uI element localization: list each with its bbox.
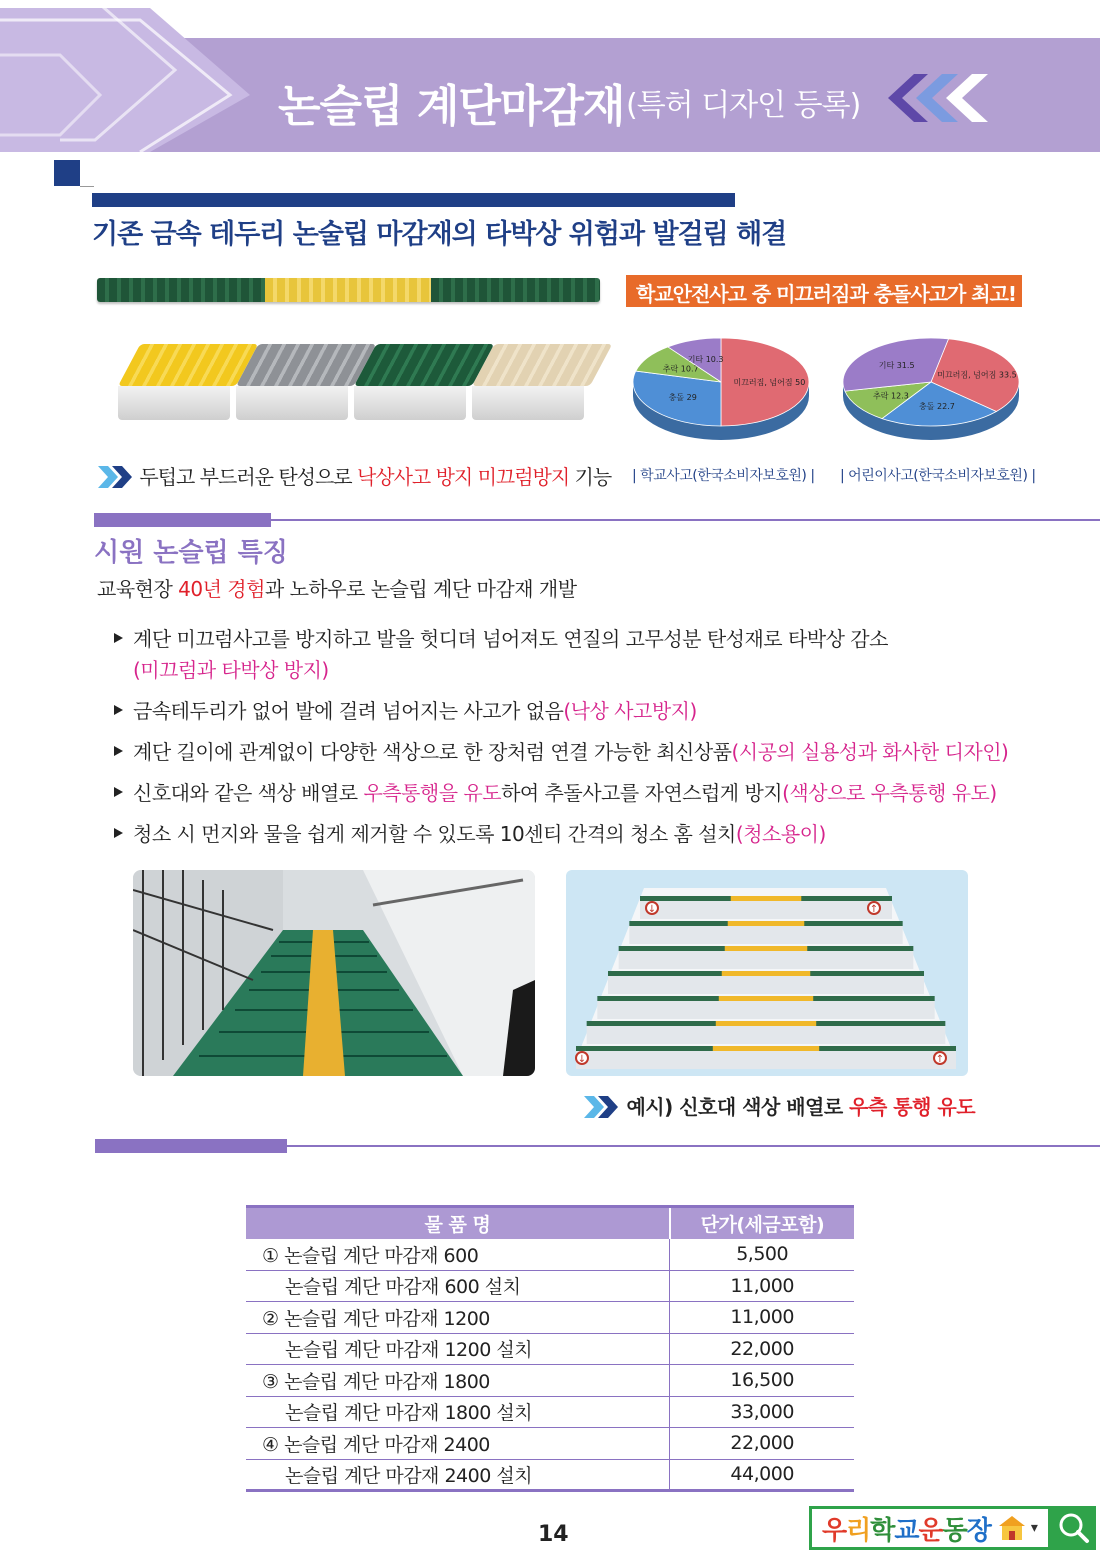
svg-text:↓: ↓ [577,1054,587,1065]
example-caption: 예시) 신호대 색상 배열로 우측 통행 유도 [584,1091,975,1120]
sample-yellow-image [118,344,236,424]
search-char: 우 [822,1515,847,1546]
item-name: 논슬립 계단 마감재 1200 설치 [246,1333,670,1365]
stairs-illustration [566,870,968,1076]
bullet-triangle-icon [114,787,123,797]
section1-title: 기존 금속 테두리 논술립 마감재의 타박상 위험과 발걸림 해결 [92,219,787,250]
search-char: 리 [846,1515,871,1546]
search-char: 학 [870,1515,895,1546]
search-char: 교 [894,1515,919,1546]
double-chevron-icon [584,1096,620,1118]
section-marker [54,160,80,186]
section2-title: 시원 논슬립 특징 [94,538,288,568]
bullet-triangle-icon [114,828,123,838]
accident-badge: 학교안전사고 중 미끄러짐과 충돌사고가 최고! [626,275,1022,307]
item-name: 논슬립 계단 마감재 600 설치 [246,1270,670,1302]
feature-bullet-5: 청소 시 먼지와 물을 쉽게 제거할 수 있도록 10센티 간격의 청소 홈 설치(청소용이) [114,818,826,847]
section2-intro: 교육현장 40년 경험과 노하우로 논슬립 계단 마감재 개발 [97,577,577,601]
page-subtitle: (특허 디자인 등록) [626,88,861,123]
column-header-price: 단가(세금포함) [670,1207,854,1239]
feature-bullet-3: 계단 길이에 관계없이 다양한 색상으로 한 장처럼 연결 가능한 최신상품(시공의 실용성과 화사한 디자인) [114,736,1008,765]
table-row [246,1428,854,1460]
item-price: 44,000 [670,1459,854,1491]
stair-strip-center [731,896,802,901]
double-chevron-icon [98,466,134,488]
chevron-left-icon [880,72,1000,124]
item-price: 22,000 [670,1428,854,1460]
svg-text:↓: ↓ [647,904,657,915]
bullet-triangle-icon [114,705,123,715]
stair-riser [629,926,902,944]
feature-caption: 두텁고 부드러운 탄성으로 낙상사고 방지 미끄럼방지 기능 [98,461,611,490]
pie-label: 추락 12.3 [873,391,909,401]
stair-strip-center [716,1021,816,1026]
stair-riser [576,1051,956,1069]
pie1-caption: | 학교사고(한국소비자보호원) | [632,468,815,484]
bullet-triangle-icon [114,746,123,756]
school-icon [997,1514,1027,1542]
item-price: 11,000 [670,1270,854,1302]
table-row [246,1302,854,1334]
pie-label: 추락 10.7 [662,364,699,374]
stair-riser [587,1026,946,1044]
nonslip-strip-image [97,278,600,302]
sample-green-image [354,344,472,424]
search-query[interactable] [822,1510,991,1547]
item-name: ③ 논슬립 계단 마감재 1800 [246,1365,670,1397]
stair-strip-center [722,971,810,976]
search-button[interactable] [1051,1506,1096,1550]
section2-bar [94,513,271,527]
search-box[interactable] [809,1506,1051,1550]
installed-stairs-photo [133,870,535,1076]
item-price: 22,000 [670,1333,854,1365]
search-char: 장 [966,1515,991,1546]
item-price: 33,000 [670,1396,854,1428]
pie-label: 충돌 22.7 [919,402,955,412]
item-name: ① 논슬립 계단 마감재 600 [246,1239,670,1271]
item-name: ② 논슬립 계단 마감재 1200 [246,1302,670,1334]
svg-text:↑: ↑ [935,1054,945,1065]
table-row [246,1333,854,1365]
item-name: 논슬립 계단 마감재 2400 설치 [246,1459,670,1491]
feature-bullet-2: 금속테두리가 없어 발에 걸려 넘어지는 사고가 없음(낙상 사고방지) [114,695,697,724]
feature-bullet-1-tag: (미끄럼과 타박상 방지) [133,658,329,682]
pie-label: 기타 31.5 [878,360,915,370]
section3-divider [287,1145,1100,1147]
page-number: 14 [538,1522,569,1547]
item-price: 11,000 [670,1302,854,1334]
stair-riser [597,1001,934,1019]
table-row [246,1270,854,1302]
item-price: 16,500 [670,1365,854,1397]
pie-chart-school [626,330,816,450]
table-row [246,1459,854,1491]
pie-label: 미끄러짐, 넘어짐 33.5 [937,370,1017,380]
stair-riser [640,901,892,919]
stair-riser [608,976,924,994]
search-char: 동 [942,1515,967,1546]
pie2-caption: | 어린이사고(한국소비자보호원) | [840,468,1036,484]
pie-label: 충돌 29 [668,392,697,402]
stair-strip-center [728,921,805,926]
feature-bullet-4: 신호대와 같은 색상 배열로 우측통행을 유도하여 추돌사고를 자연스럽게 방지(색상으로 우측통행 유도) [114,777,997,806]
section3-bar [95,1139,287,1153]
section2-divider [271,519,1100,521]
magnifier-icon [1051,1506,1096,1550]
sample-beige-image [472,344,590,424]
item-name: ④ 논슬립 계단 마감재 2400 [246,1428,670,1460]
stair-strip-center [719,996,813,1001]
feature-bullet-1: 계단 미끄럼사고를 방지하고 발을 헛디뎌 넘어져도 연질의 고무성분 탄성재로 타박상 감소 [114,623,888,652]
item-name: 논슬립 계단 마감재 1800 설치 [246,1396,670,1428]
table-row [246,1365,854,1397]
sample-gray-image [236,344,354,424]
svg-text:↑: ↑ [869,904,879,915]
bullet-triangle-icon [114,633,123,643]
pie-label: 미끄러짐, 넘어짐 50 [733,378,806,387]
divider [80,186,94,187]
page-title: 논슬립 계단마감재 [278,81,625,132]
dropdown-arrow-icon[interactable]: ▾ [1030,1520,1038,1536]
column-header-name: 물 품 명 [246,1207,670,1239]
table-row [246,1396,854,1428]
stair-strip-center [713,1046,819,1051]
stair-strip-center [725,946,808,951]
table-row [246,1239,854,1271]
search-char: 운 [918,1515,943,1546]
pie-chart-children [836,330,1026,450]
price-table [246,1205,854,1492]
table-header-row [246,1207,854,1239]
pie-label: 기타 10.3 [687,355,724,365]
header-arrow-decoration [0,0,280,152]
section1-bar [92,193,735,207]
item-price: 5,500 [670,1239,854,1271]
stair-riser [619,951,914,969]
